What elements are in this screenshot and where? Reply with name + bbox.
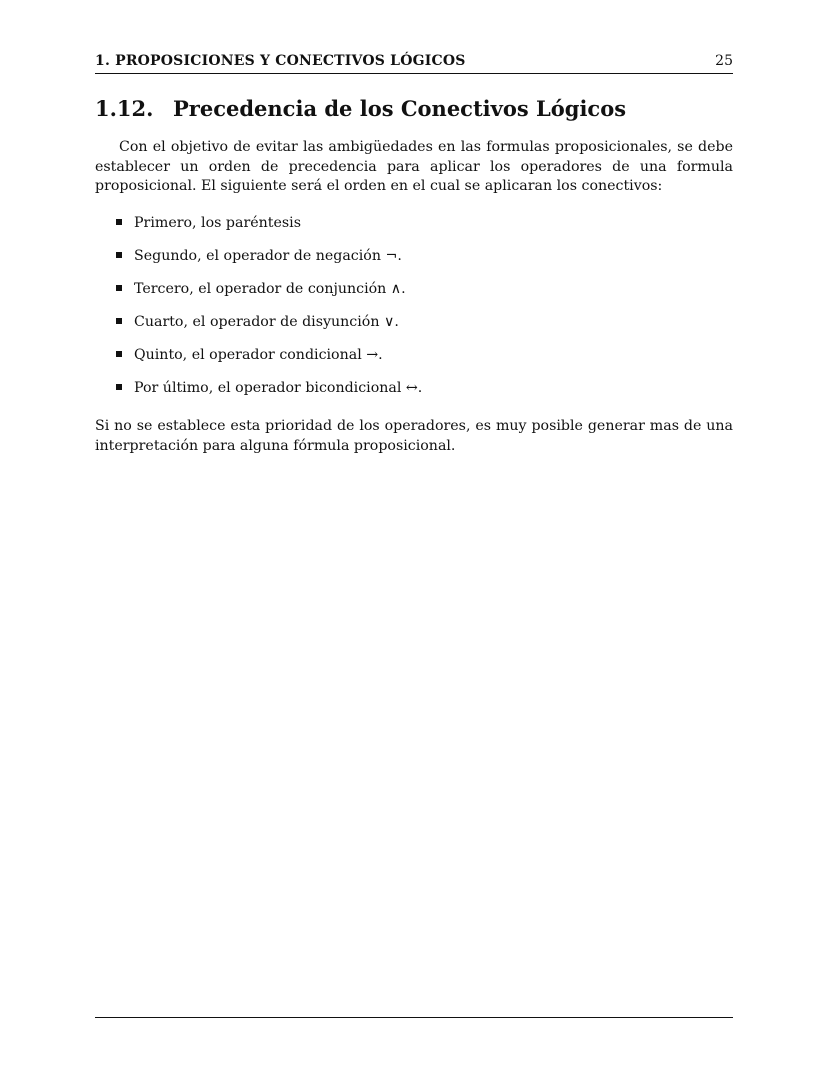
list-item [95, 313, 733, 333]
list-item [95, 346, 733, 366]
list-item-text: Segundo, el operador de negación ¬. [134, 247, 402, 264]
list-item-text: Primero, los paréntesis [134, 214, 301, 231]
list-item [95, 379, 733, 399]
closing-paragraph: Si no se establece esta prioridad de los operadores, es muy posible generar mas de una interpretación para alguna fórmula proposicional. [95, 418, 733, 454]
document-page [95, 52, 733, 1022]
intro-paragraph: Con el objetivo de evitar las ambigüedades en las formulas proposicionales, se debe establecer un orden de precedencia para aplicar los operadores de una formula proposicional. El siguiente será el orden en el cual se aplicaran los conectivos: [95, 139, 733, 194]
section-title: Precedencia de los Conectivos Lógicos [173, 96, 627, 121]
list-item [95, 280, 733, 300]
page-number: 25 [715, 53, 733, 69]
section-heading [95, 96, 733, 122]
square-bullet-icon [116, 285, 122, 291]
footer-rule [95, 1017, 733, 1018]
square-bullet-icon [116, 219, 122, 225]
running-header [95, 52, 733, 74]
running-title: 1. PROPOSICIONES Y CONECTIVOS LÓGICOS [95, 53, 466, 69]
list-item-text: Tercero, el operador de conjunción ∧. [134, 280, 406, 297]
square-bullet-icon [116, 351, 122, 357]
list-item-text: Por último, el operador bicondicional ↔. [134, 379, 423, 396]
list-item-text: Cuarto, el operador de disyunción ∨. [134, 313, 399, 330]
square-bullet-icon [116, 384, 122, 390]
square-bullet-icon [116, 318, 122, 324]
section-number: 1.12. [95, 96, 154, 121]
precedence-list [95, 214, 733, 399]
list-item [95, 214, 733, 234]
list-item-text: Quinto, el operador condicional →. [134, 346, 383, 363]
square-bullet-icon [116, 252, 122, 258]
list-item [95, 247, 733, 267]
